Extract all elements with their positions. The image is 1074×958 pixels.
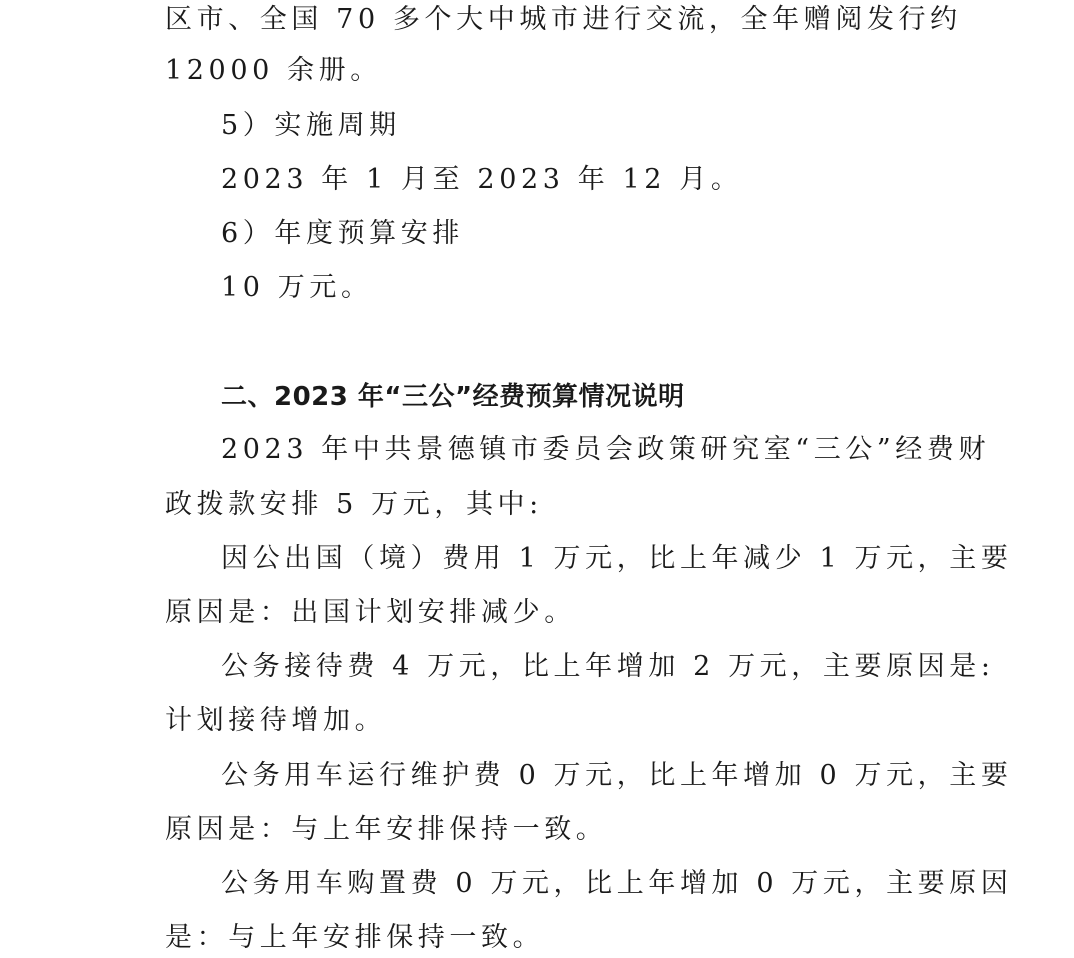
paragraph-line: 2023 年 1 月至 2023 年 12 月。 — [221, 164, 743, 195]
paragraph-line: 公务用车运行维护费 0 万元，比上年增加 0 万元，主要 — [221, 760, 1013, 791]
paragraph-line: 是：与上年安排保持一致。 — [165, 922, 545, 953]
paragraph-line: 12000 余册。 — [165, 55, 382, 86]
paragraph-line: 2023 年中共景德镇市委员会政策研究室“三公”经费财 — [221, 434, 991, 465]
subsection-title: 5）实施周期 — [221, 110, 401, 141]
paragraph-line: 公务用车购置费 0 万元，比上年增加 0 万元，主要原因 — [221, 868, 1013, 899]
paragraph-line: 10 万元。 — [221, 272, 373, 303]
paragraph-line: 区市、全国 70 多个大中城市进行交流，全年赠阅发行约 — [165, 4, 962, 35]
paragraph-line: 计划接待增加。 — [165, 705, 387, 736]
section-heading: 二、2023 年“三公”经费预算情况说明 — [221, 382, 685, 412]
paragraph-line: 公务接待费 4 万元，比上年增加 2 万元，主要原因是: — [221, 651, 995, 682]
paragraph-line: 因公出国（境）费用 1 万元，比上年减少 1 万元，主要 — [221, 543, 1013, 574]
subsection-title: 6）年度预算安排 — [221, 218, 464, 249]
paragraph-line: 政拨款安排 5 万元，其中: — [165, 489, 543, 520]
paragraph-line: 原因是：出国计划安排减少。 — [165, 597, 576, 628]
paragraph-line: 原因是：与上年安排保持一致。 — [165, 814, 608, 845]
